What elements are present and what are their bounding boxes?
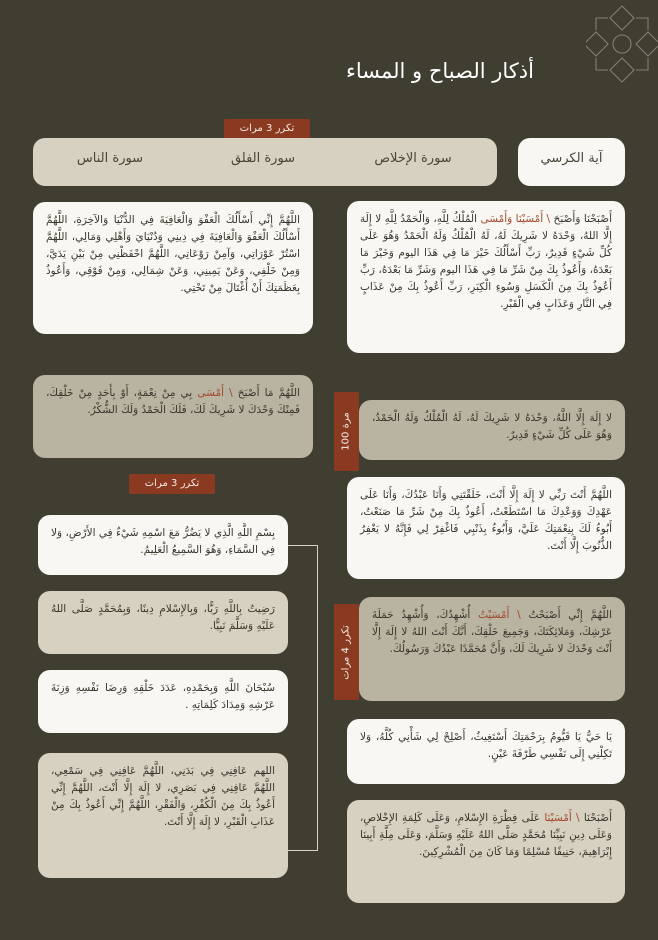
dhikr-card: اللَّهُمَّ إِنِّي أَسْأَلُكَ الْعَفْوَ وَالْعَافِيَةَ فِي الدُّنْيَا وَالآخِرَةِ، اللَّهُمَّ أَسْأَلُكَ الْعَفْوَ وَالْعَافِيَةَ فِي دِينِي وَدُنْيَايَ وَأَهْلِي وَمَالِي، اللَّهُمَّ اسْتُرْ عَوْرَاتِي، وَآمِنْ رَوْعَاتِي، اللَّهُمَّ احْفَظْنِي مِنْ بَيْنِ يَدَيَّ، وَمِنْ خَلْفِي، وَعَنْ يَمِينِي، وَعَنْ شِمَالِي، وَمِنْ فَوْقِي، وَأَعُوذُ بِعَظَمَتِكَ أَنْ أُغْتَالَ مِنْ تَحْتِي. <box>33 202 313 334</box>
dhikr-card: اللَّهُمَّ مَا أَصْبَحَ \ أَمْسَى بِي مِنْ نِعْمَةٍ، أَوْ بِأَحَدٍ مِنْ خَلْقِكَ، فَمِنْكَ وَحْدَكَ لا شَرِيكَ لَكَ، فَلَكَ الْحَمْدُ وَلَكَ الشُّكْرُ. <box>33 375 313 458</box>
repeat-badge-mid: تكرر 3 مرات <box>129 474 215 494</box>
dhikr-card: رَضِيتُ بِاللَّهِ رَبًّا، وَبِالإِسْلامِ دِينًا، وَبِمُحَمَّدٍ صَلَّى اللهُ عَلَيْهِ وَسَلَّمَ نَبِيًّا. <box>38 591 288 654</box>
tab-nas[interactable]: سورة الناس <box>76 151 144 166</box>
dhikr-card: أَصْبَحْنَا وَأَصْبَحَ \ أَمْسَيْنَا وَأَمْسَى الْمُلْكُ لِلَّهِ، وَالْحَمْدُ لِلَّهِ لا إِلَهَ إِلَّا اللهُ، وَحْدَهُ لا شَرِيكَ لَهُ، لَهُ الْمُلْكُ وَلَهُ الْحَمْدُ وَهُوَ عَلَى كُلِّ شَيْءٍ قَدِيرٌ، رَبِّ أَسْأَلُكَ خَيْرَ مَا فِي هَذَا اليوم وَخَيْرَ مَا بَعْدَهُ، وَأَعُوذُ بِكَ مِنْ شَرِّ مَا فِي هَذَا اليوم وَشَرِّ مَا بَعْدَهُ، رَبِّ أَعُوذُ بِكَ مِنَ الْكَسَلِ وَسُوءِ الْكِبَرِ، رَبِّ أَعُوذُ بِكَ مِنْ عَذَابٍ فِي النَّارِ وَعَذَابٍ فِي الْقَبْرِ. <box>347 201 625 353</box>
dhikr-card: لا إِلَهَ إِلَّا اللَّهُ، وَحْدَهُ لا شَرِيكَ لَهُ، لَهُ الْمُلْكُ وَلَهُ الْحَمْدُ، وَهُوَ عَلَى كُلِّ شَيْءٍ قَدِيرٌ. <box>359 400 625 460</box>
dhikr-card: بِسْمِ اللَّهِ الَّذِي لا يَضُرُّ مَعَ اسْمِهِ شَيْءٌ فِي الأَرْضِ، وَلا فِي السَّمَاءِ، وَهُوَ السَّمِيعُ الْعَلِيمُ. <box>38 515 288 575</box>
tab-ayat-kursi-label: آية الكرسي <box>540 151 603 166</box>
dhikr-card: اللهم عَافِنِي فِي بَدَنِي، اللَّهُمَّ عَافِنِي فِي سَمْعِي، اللَّهُمَّ عَافِنِي فِي بَصَرِي، لا إِلَهَ إِلَّا أَنْتَ، اللَّهُمَّ إِنِّي أَعُوذُ بِكَ مِنَ الْكُفْرِ، وَالْفَقْرِ، اللَّهُمَّ إِنِّي أَعُوذُ بِكَ مِنْ عَذَابِ الْقَبْرِ، لا إِلَهَ إِلَّا أَنْتَ. <box>38 753 288 878</box>
group-bracket <box>288 545 318 851</box>
tab-ayat-kursi[interactable] <box>518 138 625 186</box>
repeat-badge-4: تكرر 4 مرات <box>334 604 359 700</box>
dhikr-card: اللَّهُمَّ إِنِّي أَصْبَحْتُ \ أَمْسَيْتُ أُشْهِدُكَ، وَأُشْهِدُ حَمَلَةَ عَرْشِكَ، وَمَلائِكَتَكَ، وَجَمِيعَ خَلْقِكَ، أَنَّكَ أَنْتَ اللهُ لا إِلَهَ إِلَّا أَنْتَ وَحْدَكَ لا شَرِيكَ لَكَ، وَأَنَّ مُحَمَّدًا عَبْدُكَ وَرَسُولُكَ. <box>359 597 625 701</box>
dhikr-card: أَصْبَحْنَا \ أَمْسَيْنَا عَلَى فِطْرَةِ الإِسْلامِ، وَعَلَى كَلِمَةِ الإِخْلاصِ، وَعَلَى دِينِ نَبِيِّنَا مُحَمَّدٍ صَلَّى اللهُ عَلَيْهِ وَسَلَّمَ، وَعَلَى مِلَّةِ أَبِينَا إِبْرَاهِيمَ، حَنِيفًا مُسْلِمًا وَمَا كَانَ مِنَ الْمُشْرِكِينَ. <box>347 800 625 903</box>
tab-falaq[interactable]: سورة الفلق <box>230 151 296 166</box>
tab-ikhlas[interactable]: سورة الإخلاص <box>374 151 452 166</box>
surah-tabs-bar <box>33 138 497 186</box>
flower-ornament-icon <box>586 0 658 92</box>
repeat-badge-top: تكرر 3 مرات <box>224 119 310 139</box>
dhikr-card: سُبْحَانَ اللَّهِ وَبِحَمْدِهِ، عَدَدَ خَلْقِهِ وَرِضَا نَفْسِهِ وَزِنَةَ عَرْشِهِ وَمِدَادَ كَلِمَاتِهِ . <box>38 670 288 733</box>
count-badge: 100 مرة <box>334 392 359 471</box>
page-title: أذكار الصباح و المساء <box>345 59 534 83</box>
dhikr-card: يَا حَيُّ يَا قَيُّومُ بِرَحْمَتِكَ أَسْتَغِيثُ، أَصْلِحْ لِي شَأْنِي كُلَّهُ، وَلا تَكِلْنِي إِلَى نَفْسِي طَرْفَةَ عَيْنٍ. <box>347 719 625 784</box>
dhikr-card: اللَّهُمَّ أَنْتَ رَبِّي لا إِلَهَ إِلَّا أَنْتَ، خَلَقْتَنِي وَأَنَا عَبْدُكَ، وَأَنَا عَلَى عَهْدِكَ وَوَعْدِكَ مَا اسْتَطَعْتُ، أَعُوذُ بِكَ مِنْ شَرِّ مَا صَنَعْتُ، أَبُوءُ لَكَ بِنِعْمَتِكَ عَلَيَّ، وَأَبُوءُ بِذَنْبِي فَاغْفِرْ لِي فَإِنَّهُ لا يَغْفِرُ الذُّنُوبَ إِلَّا أَنْتَ. <box>347 477 625 579</box>
